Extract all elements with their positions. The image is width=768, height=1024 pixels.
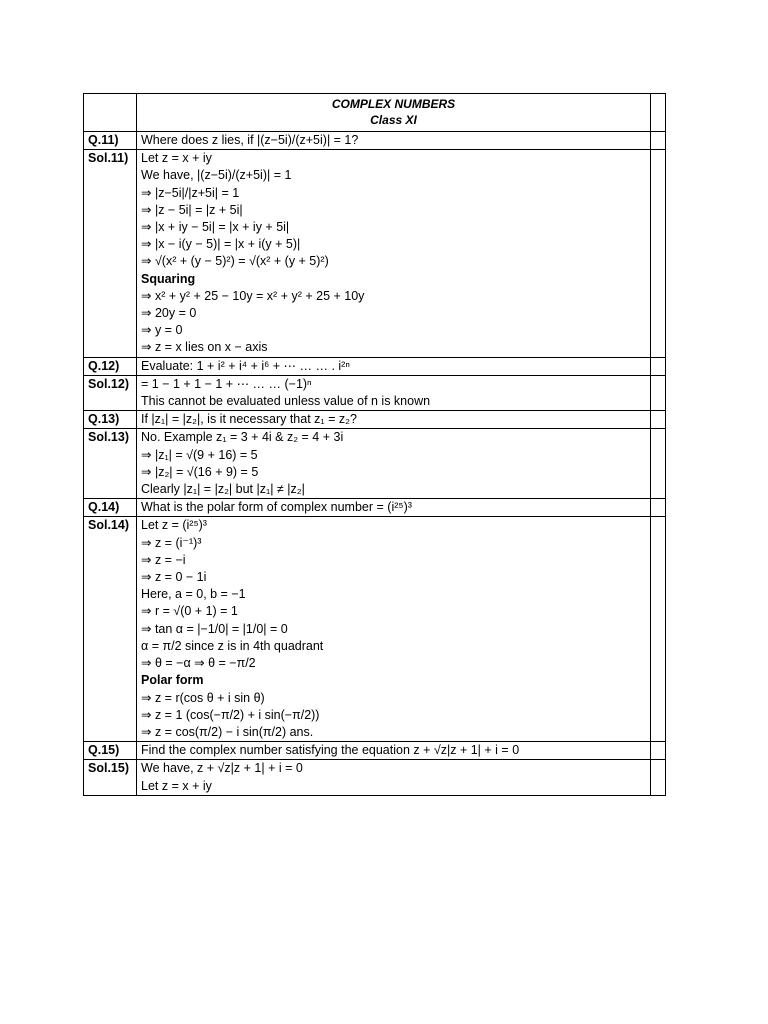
row-content [137,429,651,499]
row-content [137,760,651,795]
content-line: ⇒ √(x² + (y − 5)²) = √(x² + (y + 5)²) [141,254,329,269]
content-line: Find the complex number satisfying the equation z + √z|z + 1| + i = 0 [141,743,520,758]
row-label: Q.15) [84,742,137,760]
content-line: Clearly |z₁| = |z₂| but |z₁| ≠ |z₂| [141,482,305,497]
document-title: COMPLEX NUMBERS [331,97,456,111]
content-line: Let z = (i²⁵)³ [141,518,207,533]
row-label: Q.11) [84,132,137,150]
worksheet-table [83,93,666,796]
content-line: ⇒ |z₁| = √(9 + 16) = 5 [141,447,258,462]
table-row [84,760,666,795]
content-line: Here, a = 0, b = −1 [141,587,246,602]
content-line: ⇒ z = cos(π/2) − i sin(π/2) ans. [141,724,314,739]
edge-cell [651,150,666,357]
table-row [84,411,666,429]
content-line: α = π/2 since z is in 4th quadrant [141,638,324,653]
edge-cell [651,499,666,517]
table-row [84,742,666,760]
content-line: We have, |(z−5i)/(z+5i)| = 1 [141,168,292,183]
content-line: ⇒ z = (i⁻¹)³ [141,535,202,550]
document-subtitle: Class XI [370,113,417,127]
content-line: If |z₁| = |z₂|, is it necessary that z₁ = z₂? [141,412,357,427]
content-line: ⇒ z = −i [141,552,186,567]
content-line: Polar form [141,673,204,688]
edge-cell [651,429,666,499]
header-title-cell [137,94,651,132]
row-content [137,517,651,742]
header-blank-cell [84,94,137,132]
content-line: ⇒ r = √(0 + 1) = 1 [141,604,238,619]
table-row [84,150,666,357]
row-label: Q.12) [84,357,137,375]
row-content [137,150,651,357]
row-content [137,411,651,429]
edge-cell [651,760,666,795]
content-line: ⇒ z = r(cos θ + i sin θ) [141,690,265,705]
content-line: ⇒ |z₂| = √(16 + 9) = 5 [141,464,259,479]
content-line: Squaring [141,271,196,286]
content-line: ⇒ tan α = |−1/0| = |1/0| = 0 [141,621,288,636]
content-line: ⇒ |x + iy − 5i| = |x + iy + 5i| [141,220,290,235]
content-line: Let z = x + iy [141,778,212,793]
header-row [84,94,666,132]
edge-cell [651,94,666,132]
content-line: = 1 − 1 + 1 − 1 + ⋯ … … (−1)ⁿ [141,376,312,391]
content-line: ⇒ θ = −α ⇒ θ = −π/2 [141,656,256,671]
content-line: Let z = x + iy [141,151,212,166]
edge-cell [651,357,666,375]
content-line: We have, z + √z|z + 1| + i = 0 [141,761,303,776]
edge-cell [651,411,666,429]
row-label: Q.13) [84,411,137,429]
content-line: This cannot be evaluated unless value of n is known [141,394,431,409]
table-row [84,375,666,410]
content-line: ⇒ z = x lies on x − axis [141,340,268,355]
table-row [84,357,666,375]
content-line: ⇒ z = 1 (cos(−π/2) + i sin(−π/2)) [141,707,320,722]
row-content [137,499,651,517]
row-label: Sol.13) [84,429,137,499]
edge-cell [651,375,666,410]
row-content [137,375,651,410]
edge-cell [651,517,666,742]
edge-cell [651,132,666,150]
row-label: Sol.12) [84,375,137,410]
content-line: ⇒ 20y = 0 [141,306,197,321]
row-label: Sol.11) [84,150,137,357]
content-line: ⇒ |x − i(y − 5)| = |x + i(y + 5)| [141,237,301,252]
row-label: Sol.15) [84,760,137,795]
content-line: ⇒ |z − 5i| = |z + 5i| [141,202,243,217]
content-line: ⇒ x² + y² + 25 − 10y = x² + y² + 25 + 10y [141,288,365,303]
content-line: ⇒ z = 0 − 1i [141,570,207,585]
content-line: ⇒ y = 0 [141,323,183,338]
edge-cell [651,742,666,760]
table-row [84,132,666,150]
table-row [84,517,666,742]
row-content [137,742,651,760]
table-row [84,429,666,499]
row-label: Sol.14) [84,517,137,742]
table-row [84,499,666,517]
content-line: ⇒ |z−5i|/|z+5i| = 1 [141,185,240,200]
content-line: What is the polar form of complex number = (i²⁵)³ [141,500,412,515]
row-content [137,357,651,375]
row-label: Q.14) [84,499,137,517]
content-line: Where does z lies, if |(z−5i)/(z+5i)| = 1? [141,133,359,147]
content-line: No. Example z₁ = 3 + 4i & z₂ = 4 + 3i [141,430,344,445]
row-content [137,132,651,150]
content-line: Evaluate: 1 + i² + i⁴ + i⁶ + ⋯ … … . i²ⁿ [141,358,350,373]
